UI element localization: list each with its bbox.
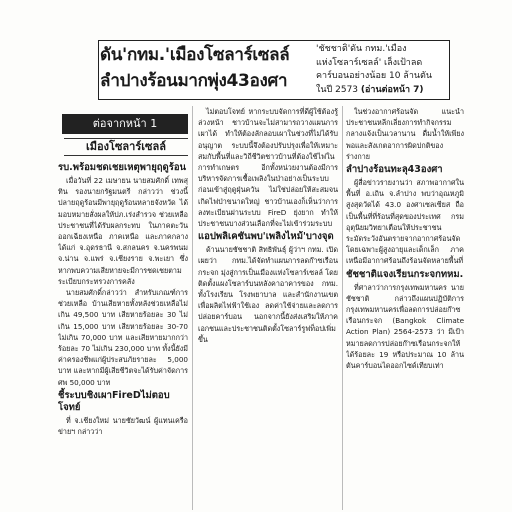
paragraph: ที่ จ.เชียงใหม่ นายชัยวัฒน์ ผู้แทนเครือข่ายฯ กล่าวว่า bbox=[58, 415, 188, 437]
headline-subtext-line: คาร์บอนอย่างน้อย 10 ล้านตัน bbox=[316, 71, 433, 81]
subheading: ชี้ระบบชิงเผาFireDไม่ตอบโจทย์ bbox=[58, 389, 170, 413]
paragraph: ไม่ตอบโจทย์ หากระบบจัดการที่ดีผู้ใช้ต้องรู้ล่วงหน้า ชาวบ้านจะไม่สามารถวางแผนการเผาได้ ทำให้ต้องลักลอบเผาในช่วงที่ไม่ได้รับอนุญาต ระบบนี้จึงต้องปรับปรุงเพื่อให้เหมาะสมกับพื้นที่และวิถีชีวิตชาวบ้านที่ต้องใช้ไฟในการทำเกษตร อีกทั้งหน่วยงานต้องมีการบริหารจัดการเชื้อเพลิงในป่าอย่างเป็นระบบก่อนเข้าสู่ฤดูฝุ่นควัน ไม่ใช่ปล่อยให้สะสมจนเกิดไฟป่าขนาดใหญ่ ชาวบ้านเองก็เห็นว่าการลงทะเบียนผ่านระบบ FireD ยุ่งยาก ทำให้ประชาชนบางส่วนเลือกที่จะไม่เข้าร่วมระบบ bbox=[198, 107, 338, 229]
paragraph: ที่ศาลาว่าการกรุงเทพมหานคร นายชัชชาติ กล่าวถึงแผนปฏิบัติการกรุงเทพมหานครเพื่อลดการปล่อยก๊าซเรือนกระจก (Bangkok Climate Action Plan) 2564-2573 ว่า มีเป้าหมายลดการปล่อยก๊าซเรือนกระจกให้ได้ร้อยละ 19 หรือประมาณ 10 ล้านตันคาร์บอนไดออกไซด์เทียบเท่า bbox=[346, 282, 464, 371]
article-column-1 bbox=[58, 160, 188, 510]
paragraph: นายสมศักดิ์กล่าวว่า สำหรับเกณฑ์การช่วยเหลือ บ้านเสียหายทั้งหลังช่วยเหลือไม่เกิน 49,500 บาท เสียหายร้อยละ 30 ไม่เกิน 15,000 บาท เสียหายร้อยละ 30-70 ไม่เกิน 70,000 บาท และเสียหายมากกว่าร้อยละ 70 ไม่เกิน 230,000 บาท ทั้งนี้ยังมีค่าครองชีพแก่ผู้ประสบภัยรายละ 5,000 บาท และหากมีผู้เสียชีวิตจะได้รับค่าจัดการศพ 50,000 บาท bbox=[58, 288, 188, 387]
paragraph: ในช่วงอากาศร้อนจัด แนะนำประชาชนหลีกเลี่ยงการทำกิจกรรมกลางแจ้งเป็นเวลานาน ดื่มน้ำให้เพียงพอและสังเกตอาการผิดปกติของร่างกาย bbox=[346, 107, 464, 161]
headline-line-1: ดัน'กทม.'เมืองโซลาร์เซลล์ bbox=[100, 45, 290, 65]
column-divider bbox=[192, 106, 193, 510]
subheading: ชัชชาติแจงเรียนกระจกทหม. bbox=[346, 268, 464, 280]
paragraph: เมื่อวันที่ 22 เมษายน นายสมศักดิ์ เทพสุทิน รองนายกรัฐมนตรี กล่าวว่า ช่วงนี้ปลายฤดูร้อนมีพายุฤดูร้อนหลายจังหวัด ได้มอบหมายสั่งผลให้ปภ.เร่งสำรวจ ช่วยเหลือประชาชนที่ได้รับผลกระทบ ในภาคตะวันออกเฉียงเหนือ ภาคเหนือ และภาคกลาง ได้แก่ จ.อุดรธานี จ.สกลนคร จ.นครพนม จ.น่าน จ.แพร่ จ.เชียงราย จ.พะเยา ซึ่งหากพบความเสียหายจะมีการชดเชยตามระเบียบกระทรวงการคลัง bbox=[58, 176, 188, 286]
continued-label: ต่อจากหน้า 1 bbox=[62, 114, 188, 134]
paragraph: ด้านนายชัชชาติ สิทธิพันธุ์ ผู้ว่าฯ กทม. เปิดเผยว่า กทม.ได้จัดทำแผนการลดก๊าซเรือนกระจก มุ่งสู่การเป็นเมืองแห่งโซลาร์เซลล์ โดยติดตั้งแผงโซลาร์บนหลังคาอาคารของ กทม. ทั้งโรงเรียน โรงพยาบาล และสำนักงานเขต เพื่อผลิตไฟฟ้าใช้เอง ลดค่าใช้จ่ายและลดการปล่อยคาร์บอน นอกจากนี้ยังส่งเสริมให้ภาคเอกชนและประชาชนติดตั้งโซลาร์รูฟท็อปเพิ่มขึ้น bbox=[198, 245, 338, 344]
column-divider bbox=[342, 106, 343, 510]
headline-subtext bbox=[316, 43, 444, 97]
article-column-3 bbox=[346, 106, 464, 510]
subheading: รบ.พร้อมชดเชยเหตุพายุฤดูร้อน bbox=[58, 162, 187, 173]
headline-subtext-line: 'ชัชชาติ'ดัน กทม.'เมือง bbox=[316, 44, 407, 54]
section-title: เมืองโซลาร์เซลล์ bbox=[64, 138, 188, 156]
headline-subtext-line: ในปี 2573 bbox=[316, 84, 359, 95]
subheading: แอปพลิเคชันพบ'เพลิงไหม้'บางจุด bbox=[198, 231, 334, 243]
article-column-2 bbox=[198, 106, 338, 510]
headline-subtext-line: แห่งโซลาร์เซลล์' เล็งเป้าลด bbox=[316, 57, 423, 68]
headline-line-2: ลำปางร้อนมากพุ่ง43องศา bbox=[100, 71, 288, 91]
headline bbox=[100, 42, 310, 94]
paragraph: ผู้สื่อข่าวรายงานว่า สภาพอากาศในพื้นที่ อ.เถิน จ.ลำปาง พบว่าอุณหภูมิสูงสุดวัดได้ 43.0 องศาเซลเซียส ถือเป็นพื้นที่ที่ร้อนที่สุดของประเทศ กรมอุตุนิยมวิทยาเตือนให้ประชาชนระมัดระวังอันตรายจากอากาศร้อนจัด โดยเฉพาะผู้สูงอายุและเด็กเล็ก ภาคเหนือมีอากาศร้อนถึงร้อนจัดหลายพื้นที่ bbox=[346, 178, 464, 266]
subheading: ลำปางร้อนทะลุ43องศา bbox=[346, 164, 443, 176]
headline-page-ref: (อ่านต่อหน้า 7) bbox=[360, 84, 424, 95]
